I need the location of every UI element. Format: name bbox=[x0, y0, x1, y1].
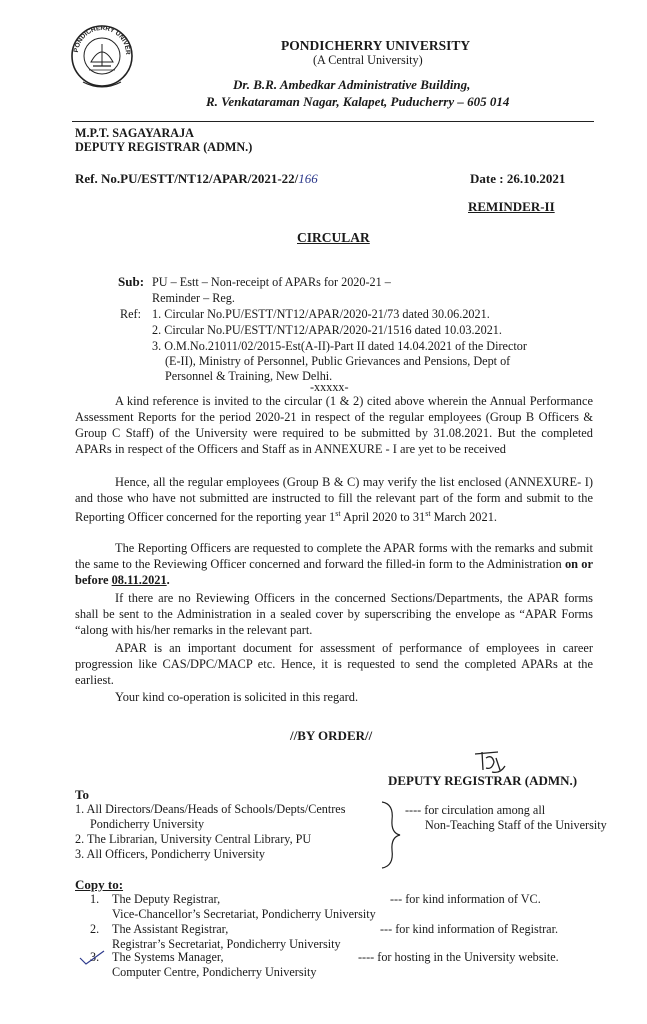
university-address: R. Venkataraman Nagar, Kalapet, Puducherry – 605 014 bbox=[206, 94, 510, 109]
copy-to-label: Copy to: bbox=[75, 877, 124, 892]
by-order: //BY ORDER// bbox=[290, 728, 373, 743]
university-seal bbox=[69, 18, 135, 98]
paragraph-3: The Reporting Officers are requested to complete the APAR forms with the remarks and submit the same to the Reviewing Officer concerned and forward the filled-in form to the Administration on or before 08.11.2021. bbox=[75, 541, 593, 587]
to-item-3: 3. All Officers, Pondicherry University bbox=[75, 847, 266, 861]
sender-designation: DEPUTY REGISTRAR (ADMN.) bbox=[75, 140, 253, 154]
ref-item-3-cont: (E-II), Ministry of Personnel, Public Grievances and Pensions, Dept of bbox=[165, 354, 511, 368]
university-subtitle: (A Central University) bbox=[313, 53, 423, 67]
to-item-1-cont: Pondicherry University bbox=[90, 817, 205, 831]
copy-item-3-cont: Computer Centre, Pondicherry University bbox=[112, 965, 317, 979]
to-item-2: 2. The Librarian, University Central Library, PU bbox=[75, 832, 312, 846]
paragraph-5: APAR is an important document for assessment of performance of employees in career progression like CAS/DPC/MACP etc. Hence, it is requested to send the completed APARs at the earliest. bbox=[75, 641, 593, 687]
signatory: DEPUTY REGISTRAR (ADMN.) bbox=[388, 773, 578, 788]
copy-item-2-cont: Registrar’s Secretariat, Pondicherry University bbox=[112, 937, 341, 951]
paragraph-1: A kind reference is invited to the circular (1 & 2) cited above wherein the Annual Performance Assessment Reports for the period 2020-21 in respect of the regular employees (Group B Officers & Group C Staff) of the University were required to be submitted by 31.08.2021. But the completed APARs in respect of the Officers and Staff as in ANNEXURE - I are yet to be received bbox=[75, 394, 593, 456]
ref-item-3-cont2: Personnel & Training, New Delhi. bbox=[165, 369, 333, 383]
copy-item-1-note: --- for kind information of VC. bbox=[390, 892, 541, 906]
sender-name: M.P.T. SAGAYARAJA bbox=[75, 126, 194, 140]
ref-item-3: 3. O.M.No.21011/02/2015-Est(A-II)-Part II dated 14.04.2021 of the Director bbox=[152, 339, 527, 353]
brace bbox=[380, 800, 402, 875]
copy-item-1-cont: Vice-Chancellor’s Secretariat, Pondicherry University bbox=[112, 907, 376, 921]
reminder-label: REMINDER-II bbox=[468, 199, 555, 214]
circulation-note-2: Non-Teaching Staff of the University bbox=[425, 818, 607, 832]
university-name: PONDICHERRY UNIVERSITY bbox=[281, 38, 471, 53]
copy-item-3-note: ---- for hosting in the University website. bbox=[358, 950, 559, 964]
document-title: CIRCULAR bbox=[297, 230, 370, 245]
circular-date: Date : 26.10.2021 bbox=[470, 171, 566, 186]
building-name: Dr. B.R. Ambedkar Administrative Building, bbox=[233, 77, 471, 92]
copy-item-1: The Deputy Registrar, bbox=[112, 892, 221, 906]
subject-label: Sub: bbox=[118, 274, 145, 289]
circulation-note-1: ---- for circulation among all bbox=[405, 803, 546, 817]
copy-item-2: The Assistant Registrar, bbox=[112, 922, 229, 936]
handwritten-tick bbox=[78, 948, 108, 975]
copy-item-1-num: 1. bbox=[90, 892, 100, 906]
to-item-1: 1. All Directors/Deans/Heads of Schools/Depts/Centres bbox=[75, 802, 346, 816]
paragraph-4: If there are no Reviewing Officers in the concerned Sections/Departments, the APAR forms shall be sent to the Administration in a sealed cover by superscribing the envelope as “APAR Forms “along with his/her remarks in the relevant part. bbox=[75, 591, 593, 637]
handwritten-number: 166 bbox=[298, 171, 318, 186]
ref-label: Ref: bbox=[120, 307, 141, 321]
subject-line-1: PU – Estt – Non-receipt of APARs for 2020-21 – bbox=[152, 275, 391, 289]
copy-item-3: The Systems Manager, bbox=[112, 950, 224, 964]
ref-item-1: 1. Circular No.PU/ESTT/NT12/APAR/2020-21/73 dated 30.06.2021. bbox=[152, 307, 490, 321]
deadline-date: 08.11.2021 bbox=[111, 573, 167, 587]
subject-line-2: Reminder – Reg. bbox=[152, 291, 235, 305]
paragraph-2: Hence, all the regular employees (Group B & C) may verify the list enclosed (ANNEXURE- I) and those who have not submitted are instructed to fill the relevant part of the form and submit to the Reporting Officer concerned for the reporting year 1st April 2020 to 31st March 2021. bbox=[75, 475, 593, 525]
reference-number: Ref. No.PU/ESTT/NT12/APAR/2021-22/166 bbox=[75, 171, 318, 186]
paragraph-6: Your kind co-operation is solicited in this regard. bbox=[115, 690, 359, 704]
ref-separator: -xxxxx- bbox=[310, 380, 349, 394]
to-label: To bbox=[75, 787, 89, 802]
copy-item-3-num: 3. bbox=[90, 950, 100, 964]
svg-text:PONDICHERRY UNIVERSITY: PONDICHERRY UNIVER bbox=[72, 24, 132, 55]
ref-item-2: 2. Circular No.PU/ESTT/NT12/APAR/2020-21/1516 dated 10.03.2021. bbox=[152, 323, 502, 337]
copy-item-2-num: 2. bbox=[90, 922, 100, 936]
header-rule bbox=[72, 121, 594, 122]
copy-item-2-note: --- for kind information of Registrar. bbox=[380, 922, 559, 936]
